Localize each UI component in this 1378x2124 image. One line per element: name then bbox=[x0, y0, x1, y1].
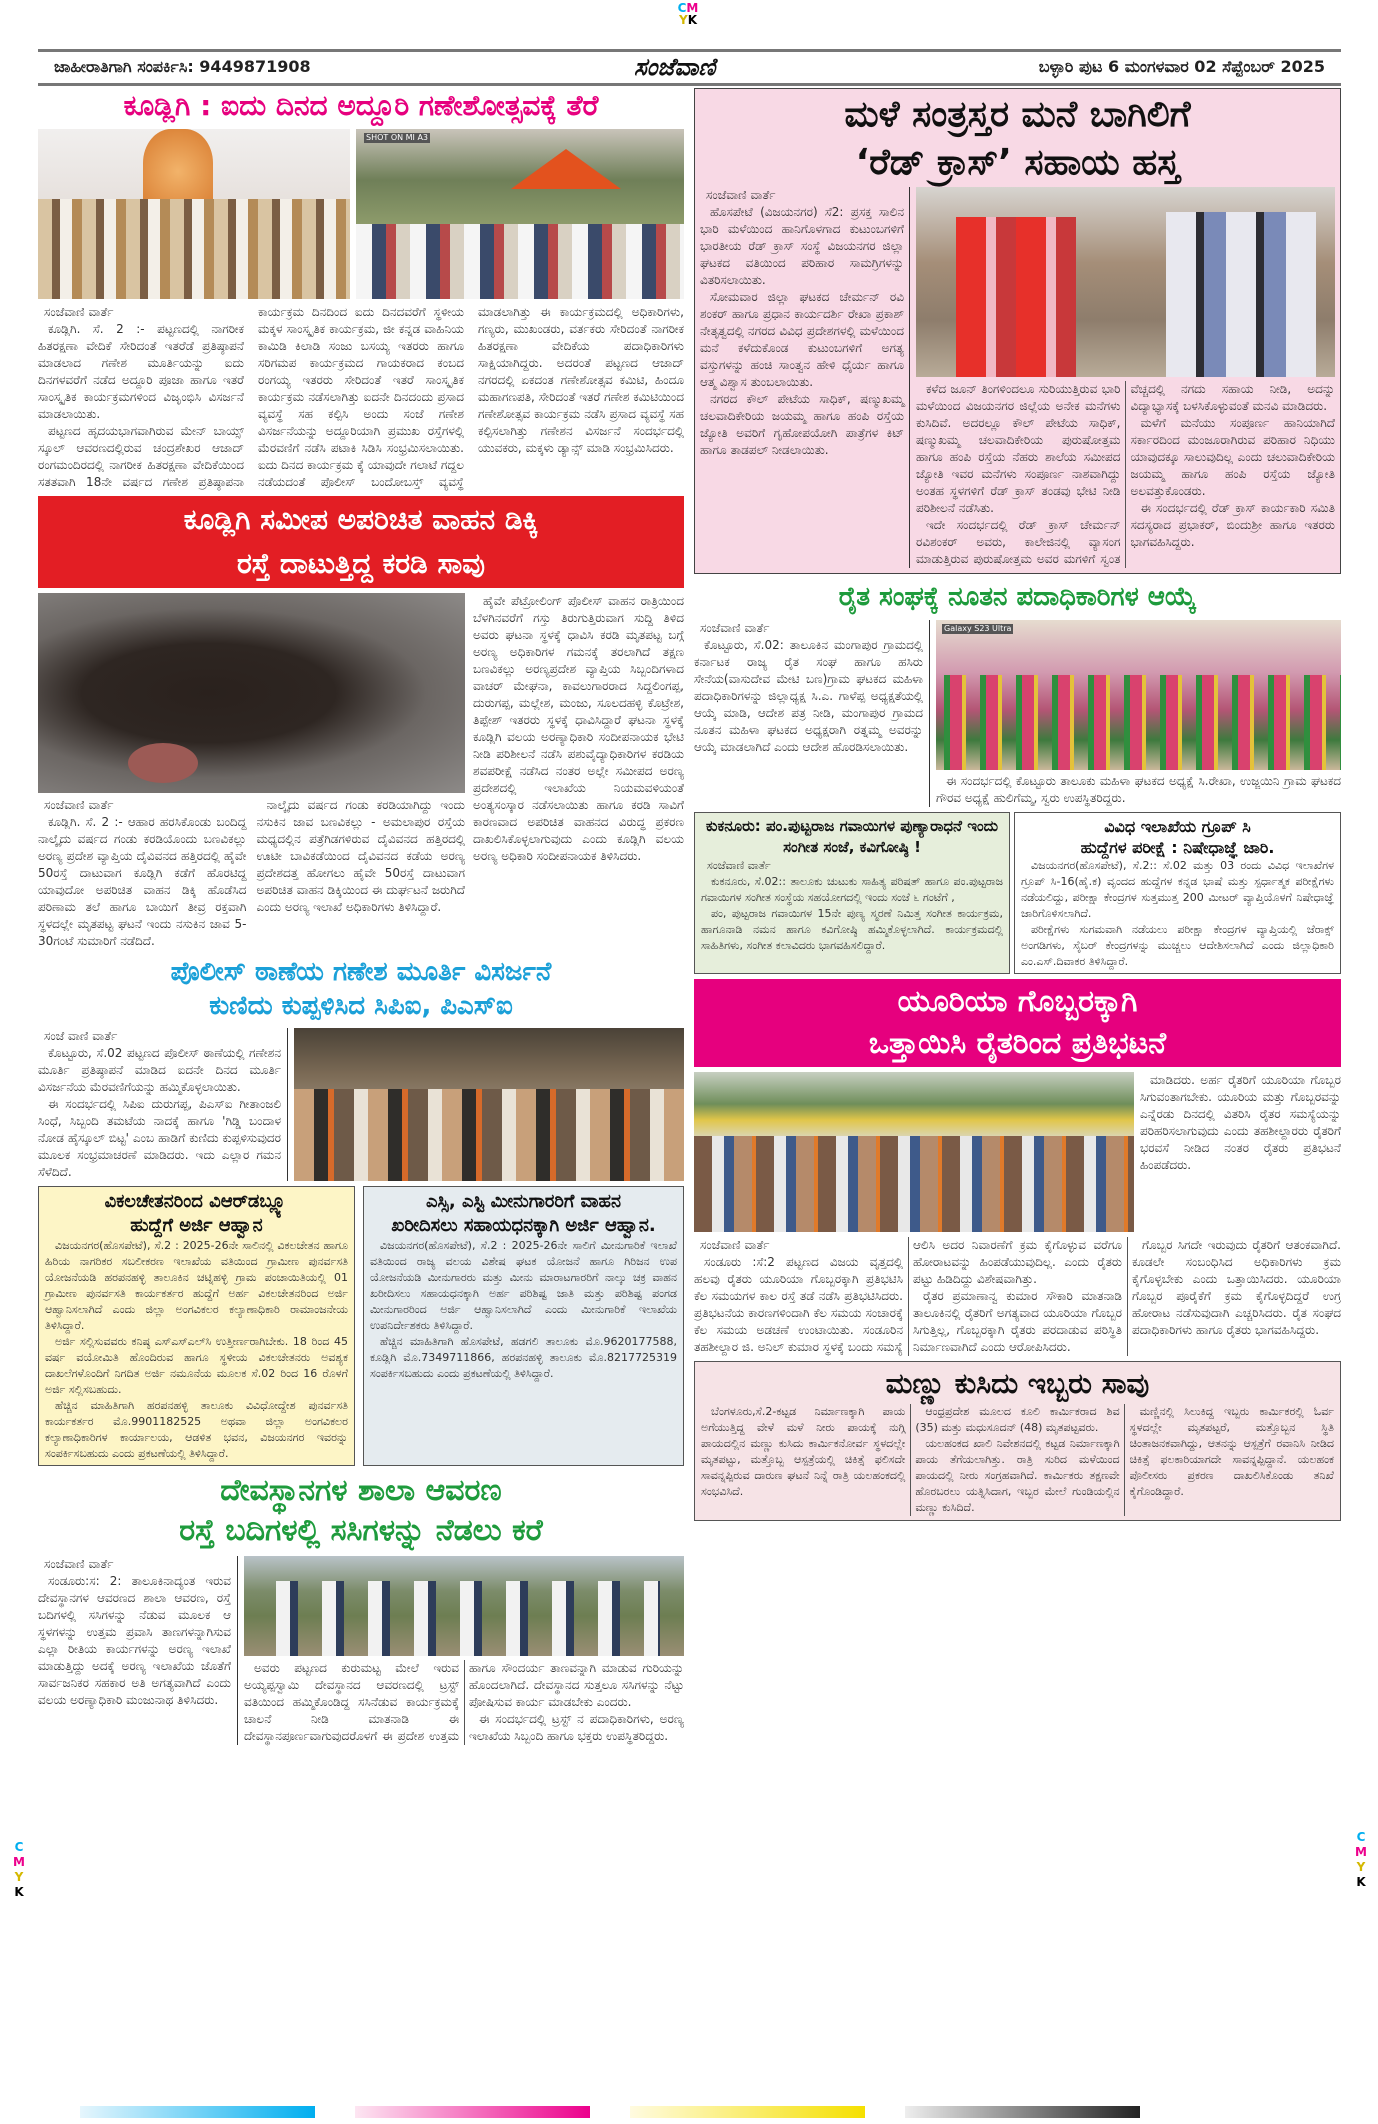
masthead-logo: ಸಂಜೆವಾಣಿ bbox=[634, 53, 716, 81]
paragraph: ಈ ಸಂದರ್ಭದಲ್ಲಿ ಸಿಪಿಐ ದುರುಗಪ್ಪ, ಪಿಎಸ್ಐ ಗೀತಾಂಜಲಿ ಸಿಂಧೆ, ಸಿಬ್ಬಂದಿ ತಮಟೆಯ ನಾದಕ್ಕೆ ಹಾಗೂ 'ಗಿಡ್ಡಿ ಬಂದಾಳ ನೋಡ ಹೈಸ್ಕೂಲ್ ಬಿಟ್ಟ' ಎಂಬ ಹಾಡಿಗೆ ಕುಣಿದು ಕುಪ್ಪಳಿಸುವುದರ ಮೂಲಕ ಸಂಭ್ರಮಾಚರಣೆ ಮಾಡಿದರು. ಇದು ಎಲ್ಲಾರ ಗಮನ ಸೆಳೆದಿದೆ. bbox=[38, 1097, 281, 1179]
registration-mark-right bbox=[1354, 1830, 1368, 1890]
group-c-headline bbox=[1021, 816, 1334, 858]
edition-city: ಬಳ್ಳಾರಿ bbox=[1038, 57, 1074, 76]
paragraph: ಹೆಚ್ಚಿನ ಮಾಹಿತಿಗಾಗಿ ಹರಪನಹಳ್ಳಿ ತಾಲೂಕು ವಿವಿಧೋದ್ದೇಶ ಪುನರ್ವಸತಿ ಕಾರ್ಯಕರ್ತರ ಮೊ.9901182525 ಅಥವಾ ಜಿಲ್ಲಾ ಅಂಗವಿಕಲರ ಕಲ್ಯಾಣಾಧಿಕಾರಿಗಳ ಕಾರ್ಯಾಲಯ, ಆಡಳಿತ ಭವನ, ವಿಜಯನಗರ ಇವರನ್ನು ಸಂಪರ್ಕಿಸಬಹುದು ಎಂದು ಪ್ರಕಟಣೆಯಲ್ಲಿ ತಿಳಿಸಿದ್ದಾರೆ. bbox=[45, 1399, 348, 1460]
page-number: ಪುಟ 6 bbox=[1078, 57, 1120, 76]
black-swatch bbox=[905, 2106, 1140, 2118]
vrw-notice-box bbox=[38, 1186, 355, 1466]
urea-body bbox=[694, 1237, 1341, 1356]
kukanur-headline: ಕುಕನೂರು: ಪಂ.ಪುಟ್ಟರಾಜ ಗವಾಯಿಗಳ ಪುಣ್ಯಾರಾಧನೆ ಇಂದು ಸಂಗೀತ ಸಂಜೆ, ಕವಿಗೋಷ್ಠಿ ! bbox=[705, 817, 999, 856]
scst-headline-line2: ಖರೀದಿಸಲು ಸಹಾಯಧನಕ್ಕಾಗಿ ಅರ್ಜಿ ಆಹ್ವಾನ. bbox=[391, 1215, 656, 1236]
redcross-headline-line1: ಮಳೆ ಸಂತ್ರಸ್ತರ ಮನೆ ಬಾಗಿಲಿಗೆ bbox=[844, 94, 1191, 135]
saplings-right bbox=[244, 1556, 684, 1745]
left-column bbox=[38, 88, 684, 1745]
ganesha-stage-photo bbox=[38, 129, 350, 299]
bear-headline-banner bbox=[38, 496, 684, 588]
paragraph: ಯಲಹಂಕದ ಖಾಲಿ ನಿವೇಶನದಲ್ಲಿ ಕಟ್ಟಡ ನಿರ್ಮಾಣಕ್ಕಾಗಿ ಪಾಯ ತೆಗೆಯಲಾಗಿತ್ತು. ರಾತ್ರಿ ಸುರಿದ ಮಳೆಯಿಂದ ಪಾಯದಲ್ಲಿ ನೀರು ಸಂಗ್ರಹವಾಗಿದೆ. ಕಾರ್ಮಿಕರು ತಕ್ಷಣವೇ ಹೊರಬರಲು ಯತ್ನಿಸಿದಾಗ, ಇಬ್ಬರ ಮೇಲೆ ಗುಂಡಿಯಲ್ಲಿನ ಮಣ್ಣು ಕುಸಿದಿದೆ. bbox=[915, 1437, 1120, 1514]
page-header bbox=[38, 52, 1341, 82]
group-c-box bbox=[1014, 812, 1341, 974]
paragraph: ವಿಜಯನಗರ(ಹೊಸಪೇಟೆ), ಸೆ.2 : 2025-26ನೇ ಸಾಲಿಗೆ ಮೀನುಗಾರಿಕೆ ಇಲಾಖೆ ವತಿಯಿಂದ ರಾಜ್ಯ ವಲಯ ವಿಶೇಷ ಘಟಕ ಯೋಜನೆ ಹಾಗೂ ಗಿರಿಜನ ಉಪ ಯೋಜನೆಯಡಿ ಮೀನುಗಾರರು ಮತ್ತು ಮೀನು ಮಾರಾಟಗಾರರಿಗೆ ನಾಲ್ಕು ಚಕ್ರ ವಾಹನ ಖರೀದಿಸಲು ಸಹಾಯಧನಕ್ಕಾಗಿ ಅರ್ಹ ಪರಿಶಿಷ್ಟ ಜಾತಿ ಮತ್ತು ಪರಿಶಿಷ್ಟ ಪಂಗಡ ಮೀನುಗಾರರಿಂದ ಅರ್ಜಿ ಆಹ್ವಾನಿಸಲಾಗಿದೆ ಎಂದು ಮೀನುಗಾರಿಕೆ ಇಲಾಖೆಯ ಉಪನಿರ್ದೇಶಕರು ತಿಳಿಸಿದ್ದಾರೆ. bbox=[370, 1239, 677, 1332]
paragraph: ಹೊಸಪೇಟೆ (ವಿಜಯನಗರ) ಸೆ2: ಪ್ರಸಕ್ತ ಸಾಲಿನ ಭಾರಿ ಮಳೆಯಿಂದ ಹಾನಿಗೊಳಗಾದ ಕುಟುಂಬಗಳಿಗೆ ಭಾರತೀಯ ರೆಡ್ ಕ್ರಾಸ್ ಸಂಸ್ಥೆ ವಿಜಯನಗರ ಜಿಲ್ಲಾ ಘಟಕದ ವತಿಯಿಂದ ಪರಿಹಾರ ಸಾಮಗ್ರಿಗಳನ್ನು ವಿತರಿಸಲಾಯಿತು. bbox=[700, 205, 904, 287]
redcross-right bbox=[916, 187, 1335, 568]
registration-mark-top bbox=[676, 2, 700, 26]
redcross-section bbox=[694, 88, 1341, 574]
reg-m: M bbox=[13, 1855, 25, 1869]
landslide-headline: ಮಣ್ಣು ಕುಸಿದು ಇಬ್ಬರು ಸಾವು bbox=[885, 1367, 1150, 1400]
paragraph: ಇದೇ ಸಂದರ್ಭದಲ್ಲಿ ರೆಡ್ ಕ್ರಾಸ್ ಚೇರ್ಮನ್ ರವಿಶಂಕರ್ ಅವರು, ಕಾಲೇಜಿನಲ್ಲಿ ವ್ಯಾಸಂಗ ಮಾಡುತ್ತಿರುವ ಪುರುಷೋತ್ತಮ ಅವರ ಮಗಳಿಗೆ ಸ್ವಂತ ವೆಚ್ಚದಲ್ಲಿ ನಗದು ಸಹಾಯ ನೀಡಿ, ಅದನ್ನು ವಿದ್ಯಾಭ್ಯಾಸಕ್ಕೆ ಬಳಸಿಕೊಳ್ಳುವಂತೆ ಮನವಿ ಮಾಡಿದರು. bbox=[916, 382, 1335, 566]
urea-headline-line1: ಯೂರಿಯಾ ಗೊಬ್ಬರಕ್ಕಾಗಿ bbox=[897, 984, 1138, 1019]
edition-info bbox=[1039, 57, 1325, 77]
paragraph: ಕೂಡ್ಲಿಗಿ. ಸೆ. 2 :- ಆಹಾರ ಹರಸಿಕೊಂಡು ಬಂದಿದ್ದ ನಾಲ್ಕೈದು ವರ್ಷದ ಗಂಡು ಕರಡಿಯೊಂದು ಬಣವಿಕಲ್ಲು ಅರಣ್ಯ ಪ್ರದೇಶ ವ್ಯಾಪ್ತಿಯ ದೈವಿವನದ ಹತ್ತಿರದಲ್ಲಿ ಹೈವೇ 50ರಸ್ತೆ ದಾಟುವಾಗ ಕೂಡ್ಲಿಗಿ ಕಡೆಗೆ ಹೊರಟಿದ್ದ ಯಾವುದೋ ಅಪರಿಚಿತ ವಾಹನ ಡಿಕ್ಕಿ ಹೊಡೆಸಿದ ಪರಿಣಾಮ ತಲೆ ಹಾಗೂ ಬಾಯಿಗೆ ತೀವ್ರ ರಕ್ತವಾಗಿ ಸ್ಥಳದಲ್ಲೇ ಮೃತಪಟ್ಟ ಘಟನೆ ಇಂದು ನಸುಕಿನ ಜಾವ 5-30ಗಂಟೆ ಸುಮಾರಿಗೆ ನಡೆದಿದೆ. bbox=[38, 815, 247, 948]
brief-row bbox=[694, 812, 1341, 974]
scst-headline bbox=[370, 1190, 677, 1238]
bear-headline-line2: ರಸ್ತೆ ದಾಟುತ್ತಿದ್ದ ಕರಡಿ ಸಾವು bbox=[236, 547, 486, 580]
vrw-headline-line2: ಹುದ್ದೆಗೆ ಅರ್ಜಿ ಆಹ್ವಾನ bbox=[130, 1215, 263, 1236]
dateline: ಸಂಜೆವಾಣಿ ವಾರ್ತೆ bbox=[700, 621, 770, 635]
crowd bbox=[294, 1089, 684, 1181]
reg-m: M bbox=[686, 1, 699, 15]
paragraph: ಈ ಸಂದರ್ಭದಲ್ಲಿ ಕೊಟ್ಟೂರು ತಾಲೂಕು ಮಹಿಳಾ ಘಟಕದ ಅಧ್ಯಕ್ಷೆ ಸಿ.ರೇಖಾ, ಉಜ್ಜಯಿನಿ ಗ್ರಾಮ ಘಟಕದ ಗೌರವ ಅಧ್ಯಕ್ಷೆ ಹುಲಿಗೆಮ್ಮ, ಸ್ವರು ಉಪಸ್ಥಿತರಿದ್ದರು. bbox=[936, 774, 1341, 805]
vrw-headline bbox=[45, 1190, 348, 1238]
dateline: ಸಂಜೆವಾಣಿ ವಾರ್ತೆ bbox=[700, 1238, 770, 1252]
reg-k: K bbox=[1356, 1875, 1366, 1889]
scst-body bbox=[370, 1238, 677, 1382]
reg-c: C bbox=[1356, 1830, 1366, 1844]
raitha-body bbox=[694, 620, 930, 807]
kukanur-body bbox=[701, 858, 1003, 954]
paragraph: ಪರೀಕ್ಷೆಗಳು ಸುಗಮವಾಗಿ ನಡೆಯಲು ಪರೀಕ್ಷಾ ಕೇಂದ್ರಗಳ ವ್ಯಾಪ್ತಿಯಲ್ಲಿ ಜೆರಾಕ್ಸ್ ಅಂಗಡಿಗಳು, ಸೈಬರ್ ಕೇಂದ್ರಗಳನ್ನು ಮುಚ್ಚಲು ಆದೇಶಿಸಲಾಗಿದೆ ಎಂದು ಜಿಲ್ಲಾಧಿಕಾರಿ ಎಂ.ಎಸ್.ದಿವಾಕರ ತಿಳಿಸಿದ್ದಾರೆ. bbox=[1021, 923, 1334, 968]
saplings-headline bbox=[38, 1471, 684, 1551]
paragraph: ಮಣ್ಣಿನಲ್ಲಿ ಸಿಲುಕಿದ್ದ ಇಬ್ಬರು ಕಾರ್ಮಿಕರಲ್ಲಿ ಓರ್ವ ಸ್ಥಳದಲ್ಲೇ ಮೃತಪಟ್ಟರೆ, ಮತ್ತೊಬ್ಬನ ಸ್ಥಿತಿ ಚಿಂತಾಜನಕವಾಗಿದ್ದು, ಆತನನ್ನು ಆಸ್ಪತ್ರೆಗೆ ರವಾನಿಸಿ ನೀಡಿದ ಚಿಕಿತ್ಸೆ ಫಲಕಾರಿಯಾಗದೇ ಸಾವನ್ನಪ್ಪಿದ್ದಾನೆ. ಯಲಹಂಕ ಪೊಲೀಸರು ಪ್ರಕರಣ ದಾಖಲಿಸಿಕೊಂಡು ತನಿಖೆ ಕೈಗೊಂಡಿದ್ದಾರೆ. bbox=[1129, 1405, 1334, 1498]
paragraph: ನಾಲ್ಕೈದು ವರ್ಷದ ಗಂಡು ಕರಡಿಯಾಗಿದ್ದು ಇಂದು ನಸುಕಿನ ಜಾವ ಬಣವಿಕಲ್ಲು - ಅಮಲಾಪುರ ರಸ್ತೆಯ ಮಧ್ಯದಲ್ಲಿನ ಪತ್ರೆಗಿಡಗಳಿರುವ ದೈವಿವನದ ಹತ್ತಿರದಲ್ಲಿ ಊಟೀ ಬಾವಿಕಡೆಯಿಂದ ದೈವಿವನದ ಕಡೆಯ ಅರಣ್ಯ ಪ್ರದೇಶದತ್ತ ಹೋಗಲು ಹೈವೇ 50ರಸ್ತೆ ದಾಟುವಾಗ ಅಪರಿಚಿತ ವಾಹನ ಡಿಕ್ಕಿಯಿಂದ ಈ ದುರ್ಘಟನೆ ಜರುಗಿದೆ ಎಂದು ಅರಣ್ಯ ಇಲಾಖೆ ಅಧಿಕಾರಿಗಳು ತಿಳಿಸಿದ್ದಾರೆ. bbox=[256, 798, 465, 914]
issue-date: ಮಂಗಳವಾರ 02 ಸೆಪ್ಟೆಂಬರ್ 2025 bbox=[1124, 57, 1325, 76]
dateline: ಸಂಜೆವಾಣಿ ವಾರ್ತೆ bbox=[44, 305, 114, 319]
reg-y: Y bbox=[678, 13, 688, 27]
dateline: ಸಂಜೆವಾಣಿ ವಾರ್ತೆ bbox=[707, 859, 771, 872]
reg-y: Y bbox=[1356, 1860, 1366, 1874]
photo-stamp: Galaxy S23 Ultra bbox=[944, 624, 1012, 633]
header-bottom-rule bbox=[38, 83, 1341, 86]
raitha-right bbox=[936, 620, 1341, 807]
dead-bear-photo bbox=[38, 593, 465, 793]
vrw-headline-line1: ವಿಕಲಚೇತನರಿಂದ ವಿಆರ್‌ಡಬ್ಲ್ಯೂ bbox=[104, 1191, 289, 1212]
saplings-article bbox=[38, 1556, 684, 1745]
police-headline bbox=[38, 955, 684, 1023]
urea-top bbox=[694, 1072, 1341, 1232]
paragraph: ಸೋಮವಾರ ಜಿಲ್ಲಾ ಘಟಕದ ಚೇರ್ಮನ್ ರವಿ ಶಂಕರ್ ಹಾಗೂ ಪ್ರಧಾನ ಕಾರ್ಯದರ್ಶಿ ರೇಖಾ ಪ್ರಕಾಶ್ ನೇತೃತ್ವದಲ್ಲಿ ನಗರದ ವಿವಿಧ ಪ್ರದೇಶಗಳಲ್ಲಿ ಮಳೆಯಿಂದ ಮನೆ ಕಳೆದುಕೊಂಡ ಕುಟುಂಬಗಳಿಗೆ ಅಗತ್ಯ ವಸ್ತುಗಳನ್ನು ಹಂಚಿ ಸಾಂತ್ವನ ಹೇಳಿ ಧೈರ್ಯ ಹಾಗೂ ಆತ್ಮ ವಿಶ್ವಾಸ ತುಂಬಲಾಯಿತು. bbox=[700, 290, 904, 389]
bear-body-right-col bbox=[473, 593, 684, 950]
paragraph: ಪಂ, ಪುಟ್ಟರಾಜ ಗವಾಯಿಗಳ 15ನೇ ಪುಣ್ಯ ಸ್ಮರಣೆ ನಿಮಿತ್ತ ಸಂಗೀತ ಕಾರ್ಯಕ್ರಮ, ಹಾಗೂನಾಡಿ ನಮನ ಹಾಗೂ ಕವಿಗೋಷ್ಠಿ ಹಮ್ಮಿಕೊಳ್ಳಲಾಗಿದೆ. ಕಾರ್ಯಕ್ರಮದಲ್ಲಿ ಸಾಹಿತಿಗಳು, ಸಂಗೀತ ಕಲಾವಿದರು ಭಾಗವಹಿಸಲಿದ್ದಾರೆ. bbox=[701, 907, 1003, 952]
saplings-photo bbox=[244, 1556, 684, 1656]
kukanur-box bbox=[694, 812, 1010, 974]
reg-k: K bbox=[14, 1885, 24, 1899]
crowd bbox=[356, 224, 684, 299]
redcross-headline bbox=[700, 91, 1335, 187]
redcross-body-col1 bbox=[700, 187, 910, 568]
reg-m: M bbox=[1355, 1845, 1367, 1859]
urea-body-side bbox=[1140, 1072, 1341, 1232]
paragraph: ಈ ಸಂದರ್ಭದಲ್ಲಿ ರೆಡ್ ಕ್ರಾಸ್ ಕಾರ್ಯಕಾರಿ ಸಮಿತಿ ಸದಸ್ಯರಾದ ಪ್ರಭಾಕರ್, ಬಿಂದುಶ್ರೀ ಹಾಗೂ ಇತರರು ಭಾಗವಹಿಸಿದ್ದರು. bbox=[1130, 501, 1335, 549]
paragraph: ಮಾಡಿದರು. ಅರ್ಹ ರೈತರಿಗೆ ಯೂರಿಯಾ ಗೊಬ್ಬರ ಸಿಗುವಂತಾಗಬೇಕು. ಯೂರಿಯ ಮತ್ತು ಗೊಬ್ಬರವನ್ನು ಎನ್ನೆರಡು ದಿನದಲ್ಲಿ ವಿತರಿಸಿ ರೈತರ ಸಮಸ್ಯೆಯನ್ನು ಪರಿಹರಿಸಲಾಗುವುದು ಎಂದು ತಹಶೀಲ್ದಾರರು ರೈತರಿಗೆ ಭರವಸೆ ನೀಡಿದ ನಂತರ ರೈತರು ಪ್ರತಿಭಟನೆ ಹಿಂಪಡೆದರು. bbox=[1140, 1073, 1341, 1172]
police-article bbox=[38, 1028, 684, 1181]
paragraph: ನಗರದ ಕೌಲ್ ಪೇಟೆಯ ಸಾಧಿಕ್, ಷಣ್ಮುಖಮ್ಮ ಚಲವಾದಿಕೇರಿಯ ಜಯಮ್ಮ ಹಾಗೂ ಹಂಪಿ ರಸ್ತೆಯ ಜ್ಯೋತಿ ಅವರಿಗೆ ಗೃಹೋಪಯೋಗಿ ಪಾತ್ರೆಗಳ ಕಿಟ್ ಹಾಗೂ ತಾಡಪಲ್ ನೀಡಲಾಯಿತು. bbox=[700, 392, 904, 457]
group-people bbox=[936, 675, 1341, 770]
crowd bbox=[38, 199, 350, 299]
redcross-article bbox=[700, 187, 1335, 568]
paragraph: ಅರ್ಜಿ ಸಲ್ಲಿಸುವವರು ಕನಿಷ್ಠ ಎಸ್‌ಎಸ್‌ಎಲ್‌ಸಿ ಉತ್ತೀರ್ಣರಾಗಿಬೇಕು. 18 ರಿಂದ 45 ವರ್ಷ ವಯೋಮಿತಿ ಹೊಂದಿರುವ ಹಾಗೂ ಸ್ಥಳೀಯ ವಿಕಲಚೇತನರು ಅವಶ್ಯಕ ದಾಖಲೆಗಳೊಂದಿಗೆ ನಿಗದಿತ ಅರ್ಜಿ ನಮೂನೆಯ ಮೂಲಕ ಸೆ.02 ರಿಂದ 16 ರೊಳಗೆ ಅರ್ಜಿ ಸಲ್ಲಿಸಬಹುದು. bbox=[45, 1335, 348, 1396]
paragraph: ಕಳೆದ ಜೂನ್ ತಿಂಗಳಿಂದಲೂ ಸುರಿಯುತ್ತಿರುವ ಭಾರಿ ಮಳೆಯಿಂದ ವಿಜಯನಗರ ಜಿಲ್ಲೆಯ ಅನೇಕ ಮನೆಗಳು ಕುಸಿದಿವೆ. ಅದರಲ್ಲೂ ಕೌಲ್ ಪೇಟೆಯ ಸಾಧಿಕ್, ಷಣ್ಮುಖಮ್ಮ ಚಲವಾದಿಕೇರಿಯ ಪುರುಷೋತ್ತಮ ಹಾಗೂ ಹಂಪಿ ರಸ್ತೆಯ ನೆಹರು ಶಾಲೆಯ ಸಮೀಪದ ಜ್ಯೋತಿ ಇವರ ಮನೆಗಳು ಸಂಪೂರ್ಣ ನಾಶವಾಗಿದ್ದು ಅಂತಹ ಸ್ಥಳಗಳಿಗೆ ರೆಡ್ ಕ್ರಾಸ್ ತಂಡವು ಭೇಟಿ ನೀಡಿ ಪರಿಶೀಲನೆ ನಡೆಸಿತು. bbox=[916, 382, 1121, 515]
police-immersion-photo bbox=[294, 1028, 684, 1181]
bear-article bbox=[38, 593, 684, 950]
paragraph: ರೈತರ ಪ್ರಮಾಣಾನ್ವ ಕುಮಾರ ಸೌಕಾರಿ ಮಾತನಾಡಿ ತಾಲೂಕಿನಲ್ಲಿ ರೈತರಿಗೆ ಅಗತ್ಯವಾದ ಯೂರಿಯಾ ಗೊಬ್ಬರ ಸಿಗುತ್ತಿಲ್ಲ, ಗೊಬ್ಬರಕ್ಕಾಗಿ ರೈತರು ಪರದಾಡುವ ಪರಿಸ್ಥಿತಿ ನಿರ್ಮಾಣವಾಗಿದೆ ಎಂದು ಆರೋಪಿಸಿದರು. bbox=[913, 1289, 1122, 1354]
cyan-swatch bbox=[80, 2106, 315, 2118]
redcross-relief-photo bbox=[916, 187, 1335, 377]
paragraph: ಅವರು ಪಟ್ಟಣದ ಕುರುಮಟ್ಟ ಮೇಲೆ ಇರುವ ಅಯ್ಯಪ್ಪಸ್ವಾಮಿ ದೇವಸ್ಥಾನದ ಆವರಣದಲ್ಲಿ ಟ್ರಸ್ಟ್ ವತಿಯಿಂದ ಹಮ್ಮಿಕೊಂಡಿದ್ದ ಸಸಿನೆಡುವ ಕಾರ್ಯಕ್ರಮಕ್ಕೆ ಚಾಲನೆ ನೀಡಿ ಮಾತನಾಡಿ ಈ ದೇವಸ್ಥಾನಪೂರ್ಣವಾಗುವುದರೊಳಗೆ ಈ ಪ್ರದೇಶ ಉತ್ತಮ ಹಾಗೂ ಸೌಂದರ್ಯ ತಾಣವನ್ನಾಗಿ ಮಾಡುವ ಗುರಿಯನ್ನು ಹೊಂದಲಾಗಿದೆ. ದೇವಸ್ಥಾನದ ಸುತ್ತಲೂ ಸಸಿಗಳನ್ನು ನೆಟ್ಟು ಪೋಷಿಸುವ ಕಾರ್ಯ ಮಾಡಬೇಕು ಎಂದರು. bbox=[244, 1661, 684, 1743]
ganesha-procession-photo bbox=[356, 129, 684, 299]
landslide-body bbox=[701, 1404, 1334, 1516]
dateline: ಸಂಜೆ ವಾಣಿ ವಾರ್ತೆ bbox=[44, 1029, 118, 1043]
dateline: ಸಂಜೆವಾಣಿ ವಾರ್ತೆ bbox=[44, 1557, 114, 1571]
magenta-swatch bbox=[355, 2106, 590, 2118]
crowd bbox=[694, 1136, 1134, 1232]
saplings-headline-line1: ದೇವಸ್ಥಾನಗಳ ಶಾಲಾ ಆವರಣ bbox=[220, 1473, 502, 1508]
notice-row bbox=[38, 1186, 684, 1466]
group-people bbox=[264, 1581, 660, 1656]
reg-y: Y bbox=[14, 1870, 24, 1884]
redcross-headline-line2: ‘ರೆಡ್ ಕ್ರಾಸ್’ ಸಹಾಯ ಹಸ್ತ bbox=[855, 142, 1180, 183]
bear-left bbox=[38, 593, 465, 950]
urea-headline-line2: ಒತ್ತಾಯಿಸಿ ರೈತರಿಂದ ಪ್ರತಿಭಟನೆ bbox=[868, 1026, 1167, 1061]
ganesha-body bbox=[38, 304, 684, 491]
paragraph: ವಿಜಯನಗರ(ಹೊಸಪೇಟೆ), ಸೆ.2:: ಸೆ.02 ಮತ್ತು 03 ರಂದು ವಿವಿಧ ಇಲಾಖೆಗಳ ಗ್ರೂಪ್ ಸಿ-16(ಹೈ.ಕ) ವೃಂದದ ಹುದ್ದೆಗಳ ಕನ್ನಡ ಭಾಷೆ ಮತ್ತು ಸ್ಪರ್ಧಾತ್ಮಕ ಪರೀಕ್ಷೆಗಳು ನಡೆಯಲಿದ್ದು, ಪರೀಕ್ಷಾ ಕೇಂದ್ರಗಳ ಸುತ್ತಮುತ್ತ 200 ಮೀಟರ್ ವ್ಯಾಪ್ತಿಯೊಳಗೆ ನಿಷೇಧಾಜ್ಞೆ ಜಾರಿಗೊಳಿಸಲಾಗಿದೆ. bbox=[1021, 859, 1334, 920]
bear-snout bbox=[128, 743, 198, 783]
canopy bbox=[511, 149, 621, 189]
officials bbox=[1166, 212, 1316, 377]
paragraph: ಆಂಧ್ರಪ್ರದೇಶ ಮೂಲದ ಕೂಲಿ ಕಾರ್ಮಿಕರಾದ ಶಿವ (35) ಮತ್ತು ಮಧುಸೂದನ್ (48) ಮೃತಪಟ್ಟವರು. bbox=[915, 1405, 1120, 1434]
reg-c: C bbox=[14, 1840, 24, 1854]
color-calibration-strip bbox=[80, 2106, 1140, 2118]
reg-k: K bbox=[687, 13, 697, 27]
scst-notice-box bbox=[363, 1186, 684, 1466]
group-c-headline-line2: ಹುದ್ದೆಗಳ ಪರೀಕ್ಷೆ : ನಿಷೇಧಾಜ್ಞೆ ಜಾರಿ. bbox=[1080, 838, 1275, 857]
reg-c: C bbox=[677, 1, 687, 15]
paragraph: ಗೊಬ್ಬರ ಸಿಗದೇ ಇರುವುದು ರೈತರಿಗೆ ಆತಂಕವಾಗಿದೆ. ಕೂಡಲೇ ಸಂಬಂಧಿಸಿದ ಅಧಿಕಾರಿಗಳು ಕ್ರಮ ಕೈಗೊಳ್ಳಬೇಕು ಎಂದು ಒತ್ತಾಯಿಸಿದರು. ಯೂರಿಯಾ ಗೊಬ್ಬರ ಪೂರೈಕೆಗೆ ಕ್ರಮ ಕೈಗೊಳ್ಳದಿದ್ದರೆ ಉಗ್ರ ಹೋರಾಟ ನಡೆಸುವುದಾಗಿ ಎಚ್ಚರಿಸಿದರು. ರೈತ ಸಂಘದ ಪದಾಧಿಕಾರಿಗಳು ಹಾಗೂ ರೈತರು ಭಾಗವಹಿಸಿದ್ದರು. bbox=[1132, 1238, 1341, 1337]
redcross-body-rest bbox=[916, 381, 1335, 568]
paragraph: ಪಟ್ಟಣದ ಹೃದಯಭಾಗವಾಗಿರುವ ಮೇನ್ ಬಾಯ್ಸ್ ಸ್ಕೂಲ್ ಆವರಣದಲ್ಲಿರುವ ಚಂದ್ರಶೇಖರ ಆಜಾದ್ ರಂಗಮಂದಿರದಲ್ಲಿ ನಾಗರೀಕ ಹಿತರಕ್ಷಣಾ ವೇದಿಕೆಯಿಂದ ಸತತವಾಗಿ 18ನೇ ವರ್ಷದ ಗಣೇಶ ಪ್ರತಿಷ್ಠಾಪನಾ ಕಾರ್ಯಕ್ರಮ ದಿನದಿಂದ ಐದು ದಿನದವರೆಗೆ ಸ್ಥಳೀಯ ಮಕ್ಕಳ ಸಾಂಸ್ಕೃತಿಕ ಕಾರ್ಯಕ್ರಮ, ಜೀ ಕನ್ನಡ ವಾಹಿನಿಯ ಕಾಮಿಡಿ ಕಿಲಾಡಿ ಸಂಜು ಬಸಯ್ಯ ಇತರರು ಹಾಗೂ ಸರಿಗಮಪ ಕಾರ್ಯಕ್ರಮದ ಗಾಯಕರಾದ ಕಂಬದ ರಂಗಯ್ಯ ಇತರರು ಸೇರಿದಂತೆ ಇತರೆ ಸಾಂಸ್ಕೃತಿಕ ಕಾರ್ಯಕ್ರಮ ನಡೆಸಲಾಗಿತ್ತು ಐದನೇ ದಿನದಂದು ಪ್ರಸಾದ ವ್ಯವಸ್ಥೆ ಸಹ ಕಲ್ಪಿಸಿ ಅಂದು ಸಂಜೆ ಗಣೇಶ ವಿಸರ್ಜನೆಯನ್ನು ಅದ್ದೂರಿಯಾಗಿ ಪ್ರಮುಖ ರಸ್ತೆಗಳಲ್ಲಿ ಮೆರವಣಿಗೆ ನಡೆಸಿ ಪಟಾಕಿ ಸಿಡಿಸಿ ಸಂಭ್ರಮಿಸಲಾಯಿತು. ಐದು ದಿನದ ಕಾರ್ಯಕ್ರಮ ಕ್ಕೆ ಯಾವುದೇ ಗಲಾಟೆ ಗದ್ದಲ ನಡೆಯದಂತೆ ಪೊಲೀಸ್ ಬಂದೋಬಸ್ತ್ ವ್ಯವಸ್ಥೆ ಮಾಡಲಾಗಿತ್ತು ಈ ಕಾರ್ಯಕ್ರಮದಲ್ಲಿ ಅಧಿಕಾರಿಗಳು, ಗಣ್ಯರು, ಮುಖಂಡರು, ವರ್ತಕರು ಸೇರಿದಂತೆ ನಾಗರೀಕ ಹಿತರಕ್ಷಣಾ ವೇದಿಕೆಯ ಪದಾಧಿಕಾರಿಗಳು ಸಾಕ್ಷಿಯಾಗಿದ್ದರು. ಅದರಂತೆ ಪಟ್ಟಣದ ಆಜಾದ್ ನಗರದಲ್ಲಿ ಏಕದಂತ ಗಣೇಶೋತ್ಸವ ಕಮಿಟಿ, ಹಿಂದೂ ಮಹಾಗಣಪತಿ, ಸೇರಿದಂತೆ ಇತರೆ ಗಣೇಶ ಕಮಿಟಿಯಿಂದ ಗಣೇಶೋತ್ಸವ ಕಾರ್ಯಕ್ರಮ ನಡೆಸಿ ಪ್ರಸಾದ ವ್ಯವಸ್ಥೆ ಸಹ ಕಲ್ಪಿಸಲಾಗಿತ್ತು ಗಣೇಶನ ವಿಸರ್ಜನೆ ಸಂದರ್ಭದಲ್ಲಿ ಯುವಕರು, ಮಕ್ಕಳು ಡ್ಯಾನ್ಸ್ ಮಾಡಿ ಸಂಭ್ರಮಿಸಿದರು. bbox=[38, 305, 684, 489]
dateline: ಸಂಜೆವಾಣಿ ವಾರ್ತೆ bbox=[44, 798, 114, 812]
raitha-body-tail bbox=[936, 773, 1341, 807]
raitha-headline: ರೈತ ಸಂಘಕ್ಕೆ ನೂತನ ಪದಾಧಿಕಾರಿಗಳ ಆಯ್ಕೆ bbox=[838, 582, 1197, 612]
police-body bbox=[38, 1028, 288, 1181]
saplings-body-rest bbox=[244, 1660, 684, 1745]
paragraph: ಕೂಡ್ಲಿಗಿ. ಸೆ. 2 :- ಪಟ್ಟಣದಲ್ಲಿ ನಾಗರೀಕ ಹಿತರಕ್ಷಣಾ ವೇದಿಕೆ ಸೇರಿದಂತೆ ಇತರೆಡೆ ಪ್ರತಿಷ್ಠಾಪನೆ ಮಾಡಲಾದ ಗಣೇಶ ಮೂರ್ತಿಯನ್ನು ಐದು ದಿನಗಳವರೆಗೆ ನಡೆದ ಅದ್ದೂರಿ ಪೂಜಾ ಹಾಗೂ ಇತರೆ ಸಾಂಸ್ಕೃತಿಕ ಕಾರ್ಯಕ್ರಮಗಳಿಂದ ವಿಜೃಂಭಿಸಿ ವಿಸರ್ಜನೆ ಮಾಡಲಾಯಿತು. bbox=[38, 322, 244, 421]
paragraph: ಕುಕನೂರು, ಸೆ.02:: ತಾಲೂಕು ಚುಟುಕು ಸಾಹಿತ್ಯ ಪರಿಷತ್ ಹಾಗೂ ಪಂ.ಪುಟ್ಟರಾಜ ಗವಾಯಿಗಳ ಸಂಗೀತ ಸಂಸ್ಥೆಯ ಸಹಯೋಗದಲ್ಲಿ ಇಂದು ಸಂಜೆ ೬ ಗಂಟೆಗೆ , bbox=[701, 875, 1003, 904]
yellow-swatch bbox=[630, 2106, 865, 2118]
group-c-headline-line1: ವಿವಿಧ ಇಲಾಖೆಯ ಗ್ರೂಪ್ ಸಿ bbox=[1104, 817, 1251, 836]
volunteers bbox=[956, 217, 1076, 377]
paragraph: ಹೆಚ್ಚಿನ ಮಾಹಿತಿಗಾಗಿ ಹೊಸಪೇಟೆ, ಹಡಗಲಿ ತಾಲೂಕು ಮೊ.9620177588, ಕೂಡ್ಲಿಗಿ ಮೊ.7349711866, ಹರಪನಹಳ್ಳಿ ತಾಲೂಕು ಮೊ.8217725319 ಸಂಪರ್ಕಿಸಬಹುದು ಎಂದು ಪ್ರಕಟಣೆಯಲ್ಲಿ ತಿಳಿಸಿದ್ದಾರೆ. bbox=[370, 1335, 677, 1380]
bear-body bbox=[38, 797, 465, 950]
group-c-body bbox=[1021, 858, 1334, 970]
urea-protest-photo bbox=[694, 1072, 1134, 1232]
ganesha-photos bbox=[38, 129, 684, 299]
saplings-body-col1 bbox=[38, 1556, 238, 1745]
landslide-box bbox=[694, 1361, 1341, 1521]
paragraph: ಈ ಸಂದರ್ಭದಲ್ಲಿ ಟ್ರಸ್ಟ್ ನ ಪದಾಧಿಕಾರಿಗಳು, ಅರಣ್ಯ ಇಲಾಖೆಯ ಸಿಬ್ಬಂದಿ ಹಾಗೂ ಭಕ್ತರು ಉಪಸ್ಥಿತರಿದ್ದರು. bbox=[469, 1712, 684, 1743]
paragraph: ಬೆಂಗಳೂರು,ಸೆ.2-ಕಟ್ಟಡ ನಿರ್ಮಾಣಕ್ಕಾಗಿ ಪಾಯ ಅಗೆಯುತ್ತಿದ್ದ ವೇಳೆ ಮಳೆ ನೀರು ಪಾಯಕ್ಕೆ ನುಗ್ಗಿ ಪಾಯದಲ್ಲಿನ ಮಣ್ಣು ಕುಸಿದು ಕಾರ್ಮಿಕನೋರ್ವ ಸ್ಥಳದಲ್ಲೇ ಮೃತಪಟ್ಟು, ಮತ್ತೊಬ್ಬ ಆಸ್ಪತ್ರೆಯಲ್ಲಿ ಚಿಕಿತ್ಸೆ ಫಲಿಸದೇ ಸಾವನ್ನಪ್ಪಿರುವ ದಾರುಣ ಘಟನೆ ನಿನ್ನೆ ರಾತ್ರಿ ಯಲಹಂಕದಲ್ಲಿ ಸಂಭವಿಸಿದೆ. bbox=[701, 1405, 906, 1498]
paragraph: ವಿಜಯನಗರ(ಹೊಸಪೇಟೆ), ಸೆ.2 : 2025-26ನೇ ಸಾಲಿನಲ್ಲಿ ವಿಕಲಚೇತನ ಹಾಗೂ ಹಿರಿಯ ನಾಗರಿಕರ ಸಬಲೀಕರಣ ಇಲಾಖೆಯ ವತಿಯಿಂದ ಗ್ರಾಮೀಣ ಪುನರ್ವಸತಿ ಯೋಜನೆಯಡಿ ಹರಪನಹಳ್ಳಿ ತಾಲೂಕಿನ ಚಟ್ನಿಹಳ್ಳಿ ಗ್ರಾಮ ಪಂಚಾಯಿತಿಯಲ್ಲಿ 01 ಗ್ರಾಮೀಣ ಪುನರ್ವಸತಿ ಕಾರ್ಯಕರ್ತರ ಹುದ್ದೆಗೆ ಅರ್ಹ ವಿಕಲಚೇತನರಿಂದ ಅರ್ಜಿ ಆಹ್ವಾನಿಸಲಾಗಿದೆ ಎಂದು ಜಿಲ್ಲಾ ಅಂಗವಿಕಲರ ಕಲ್ಯಾಣಾಧಿಕಾರಿ ರಾಮಾಂಜನೇಯ ತಿಳಿಸಿದ್ದಾರೆ. bbox=[45, 1239, 348, 1332]
paragraph: ಕೊಟ್ಟೂರು, ಸೆ.02: ತಾಲೂಕಿನ ಮಂಗಾಪುರ ಗ್ರಾಮದಲ್ಲಿ ಕರ್ನಾಟಕ ರಾಜ್ಯ ರೈತ ಸಂಘ ಹಾಗೂ ಹಸಿರು ಸೇನೆಯ(ವಾಸುದೇವ ಮೇಟಿ ಬಣ)ಗ್ರಾಮ ಘಟಕದ ಮಹಿಳಾ ಪದಾಧಿಕಾರಿಗಳನ್ನು ಜಿಲ್ಲಾಧ್ಯಕ್ಷ ಸಿ.ಎ. ಗಾಳೆಪ್ಪ ಅಧ್ಯಕ್ಷತೆಯಲ್ಲಿ ಆಯ್ಕೆ ಮಾಡಿ, ಆದೇಶ ಪತ್ರ ನೀಡಿ, ಮಂಗಾಪುರ ಗ್ರಾಮದ ನೂತನ ಮಹಿಳಾ ಘಟಕದ ಅಧ್ಯಕ್ಷರಾಗಿ ರತ್ನಮ್ಮ ಅವರನ್ನು ಆಯ್ಕೆ ಮಾಡಲಾಗಿದೆ ಎಂದು ಆದೇಶ ಹೊರಡಿಸಲಾಯಿತು. bbox=[694, 638, 923, 754]
paragraph: ಕೊಟ್ಟೂರು, ಸೆ.02 ಪಟ್ಟಣದ ಪೊಲೀಸ್ ಠಾಣೆಯಲ್ಲಿ ಗಣೇಶನ ಮೂರ್ತಿ ಪ್ರತಿಷ್ಠಾಪನೆ ಮಾಡಿದ ಐದನೇ ದಿನದ ಮೂರ್ತಿ ವಿಸರ್ಜನೆಯ ಮೆರವಣಿಗೆಯನ್ನು ಹಮ್ಮಿಕೊಳ್ಳಲಾಯಿತು. bbox=[38, 1046, 281, 1094]
vrw-body bbox=[45, 1238, 348, 1462]
urea-headline-banner bbox=[694, 979, 1341, 1067]
dateline: ಸಂಜೆವಾಣಿ ವಾರ್ತೆ bbox=[706, 188, 776, 202]
paragraph: ಸಂಡೂರು:ಸ: 2: ತಾಲೂಕಿನಾದ್ಯಂತ ಇರುವ ದೇವಸ್ಥಾನಗಳ ಆವರಣದ ಶಾಲಾ ಆವರಣ, ರಸ್ತೆ ಬದಿಗಳಲ್ಲಿ ಸಸಿಗಳನ್ನು ನೆಡುವ ಮೂಲಕ ಆ ಸ್ಥಳಗಳನ್ನು ಉತ್ತಮ ಪ್ರವಾಸಿ ತಾಣಗಳನ್ನಾಗಿಸುವ ಎಲ್ಲಾ ರೀತಿಯ ಕಾರ್ಯಗಳನ್ನು ಅರಣ್ಯ ಇಲಾಖೆ ಮಾಡುತ್ತಿದ್ದು ಅದಕ್ಕೆ ಅರಣ್ಯ ಇಲಾಖೆಯ ಜೊತೆಗೆ ಸಾರ್ವಜನಿಕರ ಸಹಕಾರ ಅತಿ ಅಗತ್ಯವಾಗಿದೆ ಎಂದು ವಲಯ ಅರಣ್ಯಾಧಿಕಾರಿ ಮಂಜುನಾಥ ತಿಳಿಸಿದರು. bbox=[38, 1574, 231, 1707]
paragraph: ಮಳೆಗೆ ಮನೆಯು ಸಂಪೂರ್ಣ ಹಾನಿಯಾಗಿದೆ ಸರ್ಕಾರದಿಂದ ಮಂಜೂರಾಗಿರುವ ಪರಿಹಾರ ನಿಧಿಯು ಯಾವುದಕ್ಕೂ ಸಾಲುವುದಿಲ್ಲ ಎಂದು ಚಲುವಾದಿಕೇರಿಯ ಜಯಮ್ಮ ಹಾಗೂ ಹಂಪಿ ರಸ್ತೆಯ ಜ್ಯೋತಿ ಅಲವತ್ತುಕೊಂಡರು. bbox=[1130, 416, 1335, 498]
scst-headline-line1: ಎಸ್ಸಿ, ಎಸ್ಟಿ ಮೀನುಗಾರರಿಗೆ ವಾಹನ bbox=[426, 1191, 621, 1212]
bear-headline-line1: ಕೂಡ್ಲಿಗಿ ಸಮೀಪ ಅಪರಿಚಿತ ವಾಹನ ಡಿಕ್ಕಿ bbox=[183, 503, 539, 536]
paragraph: ಸಂಡೂರು :ಸೆ:2 ಪಟ್ಟಣದ ವಿಜಯ ವೃತ್ತದಲ್ಲಿ ಹಲವು ರೈತರು ಯೂರಿಯಾ ಗೊಬ್ಬರಕ್ಕಾಗಿ ಪ್ರತಿಭಟಿಸಿ ಕೆಲ ಸಮಯಗಳ ಕಾಲ ರಸ್ತೆ ತಡೆ ನಡೆಸಿ ಪ್ರತಿಭಟಿಸಿದರು. ಪ್ರತಿಭಟನೆಯ ಕಾರಣಗಳಿಂದಾಗಿ ಕೆಲ ಸಮಯ ಸಂಚಾರಕ್ಕೆ ಕೆಲ ಸಮಯ ಅಡಚಣೆ ಉಂಟಾಯಿತು. ಸಂಡೂರಿನ ತಹಶೀಲ್ದಾರ ಜಿ. ಅನಿಲ್ ಕುಮಾರ ಸ್ಥಳಕ್ಕೆ ಬಂದು ಸಮಸ್ಯೆ ಆಲಿಸಿ ಅದರ ನಿವಾರಣೆಗೆ ಕ್ರಮ ಕೈಗೊಳ್ಳುವ ವರೆಗೂ ಹೋರಾಟವನ್ನು ಹಿಂಪಡೆಯುವುದಿಲ್ಲ. ಎಂದು ರೈತರು ಪಟ್ಟು ಹಿಡಿದಿದ್ದು ವಿಶೇಷವಾಗಿತ್ತು. bbox=[694, 1238, 1122, 1354]
ad-contact: ಜಾಹೀರಾತಿಗಾಗಿ ಸಂಪರ್ಕಿಸಿ: 9449871908 bbox=[54, 57, 311, 76]
registration-mark-left bbox=[12, 1840, 26, 1900]
right-column bbox=[694, 88, 1341, 1521]
police-headline-line1: ಪೊಲೀಸ್ ಠಾಣೆಯ ಗಣೇಶ ಮೂರ್ತಿ ವಿಸರ್ಜನೆ bbox=[170, 957, 552, 987]
police-headline-line2: ಕುಣಿದು ಕುಪ್ಪಳಿಸಿದ ಸಿಪಿಐ, ಪಿಎಸ್ಐ bbox=[209, 991, 513, 1021]
raitha-group-photo bbox=[936, 620, 1341, 770]
raitha-article bbox=[694, 620, 1341, 807]
ganesha-headline: ಕೂಡ್ಲಿಗಿ : ಐದು ದಿನದ ಅದ್ದೂರಿ ಗಣೇಶೋತ್ಸವಕ್ಕೆ ತೆರೆ bbox=[123, 89, 599, 122]
saplings-headline-line2: ರಸ್ತೆ ಬದಿಗಳಲ್ಲಿ ಸಸಿಗಳನ್ನು ನೆಡಲು ಕರೆ bbox=[179, 1513, 543, 1548]
paragraph: ಹೈವೇ ಪೆಟ್ರೋಲಿಂಗ್ ಪೊಲೀಸ್ ವಾಹನ ರಾತ್ರಿಯಿಂದ ಬೆಳಗಿನವರೆಗೆ ಗಸ್ತು ತಿರುಗುತ್ತಿರುವಾಗ ಸುದ್ದಿ ತಿಳಿದ ಅವರು ಘಟನಾ ಸ್ಥಳಕ್ಕೆ ಧಾವಿಸಿ ಕರಡಿ ಮೃತಪಟ್ಟ ಬಗ್ಗೆ ಅರಣ್ಯ ಅಧಿಕಾರಿಗಳ ಗಮನಕ್ಕೆ ತರಲಾಗಿದೆ ತಕ್ಷಣ ಬಣವಿಕಲ್ಲು ಅರಣ್ಯಪ್ರದೇಶ ವ್ಯಾಪ್ತಿಯ ಸಿಬ್ಬಂದಿಗಳಾದ ವಾಚರ್ ಮೇಘನಾ, ಕಾವಲುಗಾರರಾದ ಸಿದ್ದಲಿಂಗಪ್ಪ, ದುರುಗಪ್ಪ, ಮಲ್ಲೇಶ, ಮಂಜು, ಸೂಲದಹಳ್ಳಿ ಕೊಟ್ರೇಶ, ತಿಪ್ಪೇಶ್ ಇತರರು ಸ್ಥಳಕ್ಕೆ ಧಾವಿಸಿದ್ದಾರೆ ಘಟನಾ ಸ್ಥಳಕ್ಕೆ ಕೂಡ್ಲಿಗಿ ವಲಯ ಅರಣ್ಯಾಧಿಕಾರಿ ಸಂದೀಪನಾಯಕ ಭೇಟಿ ನೀಡಿ ಪರಿಶೀಲನೆ ನಡೆಸಿ ಪಶುವೈದ್ಯಾಧಿಕಾರಿಗಳ ಕರಡಿಯ ಶವಪರೀಕ್ಷೆ ನಡೆಸಿದ ನಂತರ ಅಲ್ಲೇ ಸಮೀಪದ ಅರಣ್ಯ ಪ್ರದೇಶದಲ್ಲಿ ಇಲಾಖೆಯ ನಿಯಮವಳಿಯಂತೆ ಅಂತ್ಯಸಂಸ್ಕಾರ ನಡೆಸಲಾಯಿತು ಹಾಗೂ ಕರಡಿ ಸಾವಿಗೆ ಕಾರಣವಾದ ಅಪರಿಚಿತ ವಾಹನದ ವಿರುದ್ಧ ಪ್ರಕರಣ ದಾಖಲಿಸಿಕೊಳ್ಳಲಾಗುವುದು ಎಂದು ಕೂಡ್ಲಿಗಿ ವಲಯ ಅರಣ್ಯ ಅಧಿಕಾರಿ ಸಂದೀಪನಾಯಕ ತಿಳಿಸಿದರು. bbox=[473, 594, 684, 863]
photo-stamp: SHOT ON MI A3 bbox=[366, 133, 429, 142]
